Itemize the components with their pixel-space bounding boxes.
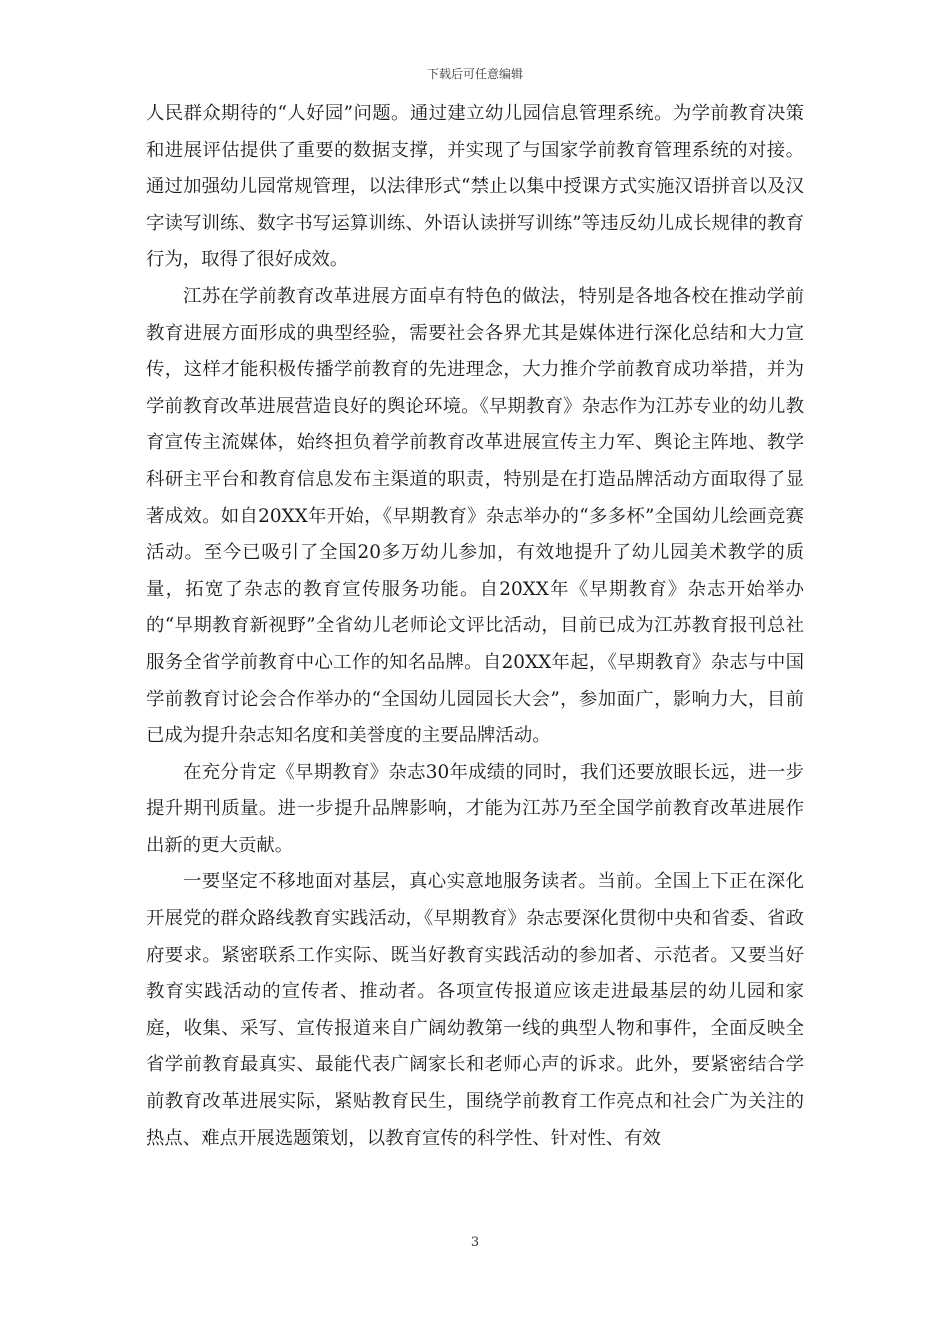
paragraph-4: 一要坚定不移地面对基层，真心实意地服务读者。当前。全国上下正在深化开展党的群众路线教育实践活动，《早期教育》杂志要深化贯彻中央和省委、省政府要求。紧密联系工作实际、既当好教育实践活动的参加者、示范者。又要当好教育实践活动的宣传者、推动者。各项宣传报道应该走进最基层的幼儿园和家庭，收集、采写、宣传报道来自广阔幼教第一线的典型人物和事件，全面反映全省学前教育最真实、最能代表广阔家长和老师心声的诉求。此外，要紧密结合学前教育改革进展实际，紧贴教育民生，围绕学前教育工作亮点和社会广为关注的热点、难点开展选题策划，以教育宣传的科学性、针对性、有效 (146, 871, 804, 1149)
page-number: 3 (470, 1235, 480, 1250)
paragraph-3: 在充分肯定《早期教育》杂志30年成绩的同时，我们还要放眼长远，进一步提升期刊质量。进一步提升品牌影响，才能为江苏乃至全国学前教育改革进展作出新的更大贡献。 (146, 761, 804, 856)
paragraph-2: 江苏在学前教育改革进展方面卓有特色的做法，特别是各地各校在推动学前教育进展方面形成的典型经验，需要社会各界尤其是媒体进行深化总结和大力宣传，这样才能积极传播学前教育的先进理念，大力推介学前教育成功举措，并为学前教育改革进展营造良好的舆论环境。《早期教育》杂志作为江苏专业的幼儿教育宣传主流媒体，始终担负着学前教育改革进展宣传主力军、舆论主阵地、教学科研主平台和教育信息发布主渠道的职责，特别是在打造品牌活动方面取得了显著成效。如自20XX年开始，《早期教育》杂志举办的“多多杯”全国幼儿绘画竞赛活动。至今已吸引了全国20多万幼儿参加，有效地提升了幼儿园美术教学的质量，拓宽了杂志的教育宣传服务功能。自20XX年《早期教育》杂志开始举办的“早期教育新视野”全省幼儿老师论文评比活动，目前已成为江苏教育报刊总社服务全省学前教育中心工作的知名品牌。自20XX年起，《早期教育》杂志与中国学前教育讨论会合作举办的“全国幼儿园园长大会”，参加面广，影响力大，目前已成为提升杂志知名度和美誉度的主要品牌活动。 (146, 285, 804, 747)
paragraph-1: 人民群众期待的“人好园”问题。通过建立幼儿园信息管理系统。为学前教育决策和进展评估提供了重要的数据支撑，并实现了与国家学前教育管理系统的对接。通过加强幼儿园常规管理，以法律形式“禁止以集中授课方式实施汉语拼音以及汉字读写训练、数字书写运算训练、外语认读拼写训练”等违反幼儿成长规律的教育行为，取得了很好成效。 (146, 103, 804, 271)
page-header: 下载后可任意编辑 (426, 67, 523, 81)
document-body (146, 96, 804, 1157)
